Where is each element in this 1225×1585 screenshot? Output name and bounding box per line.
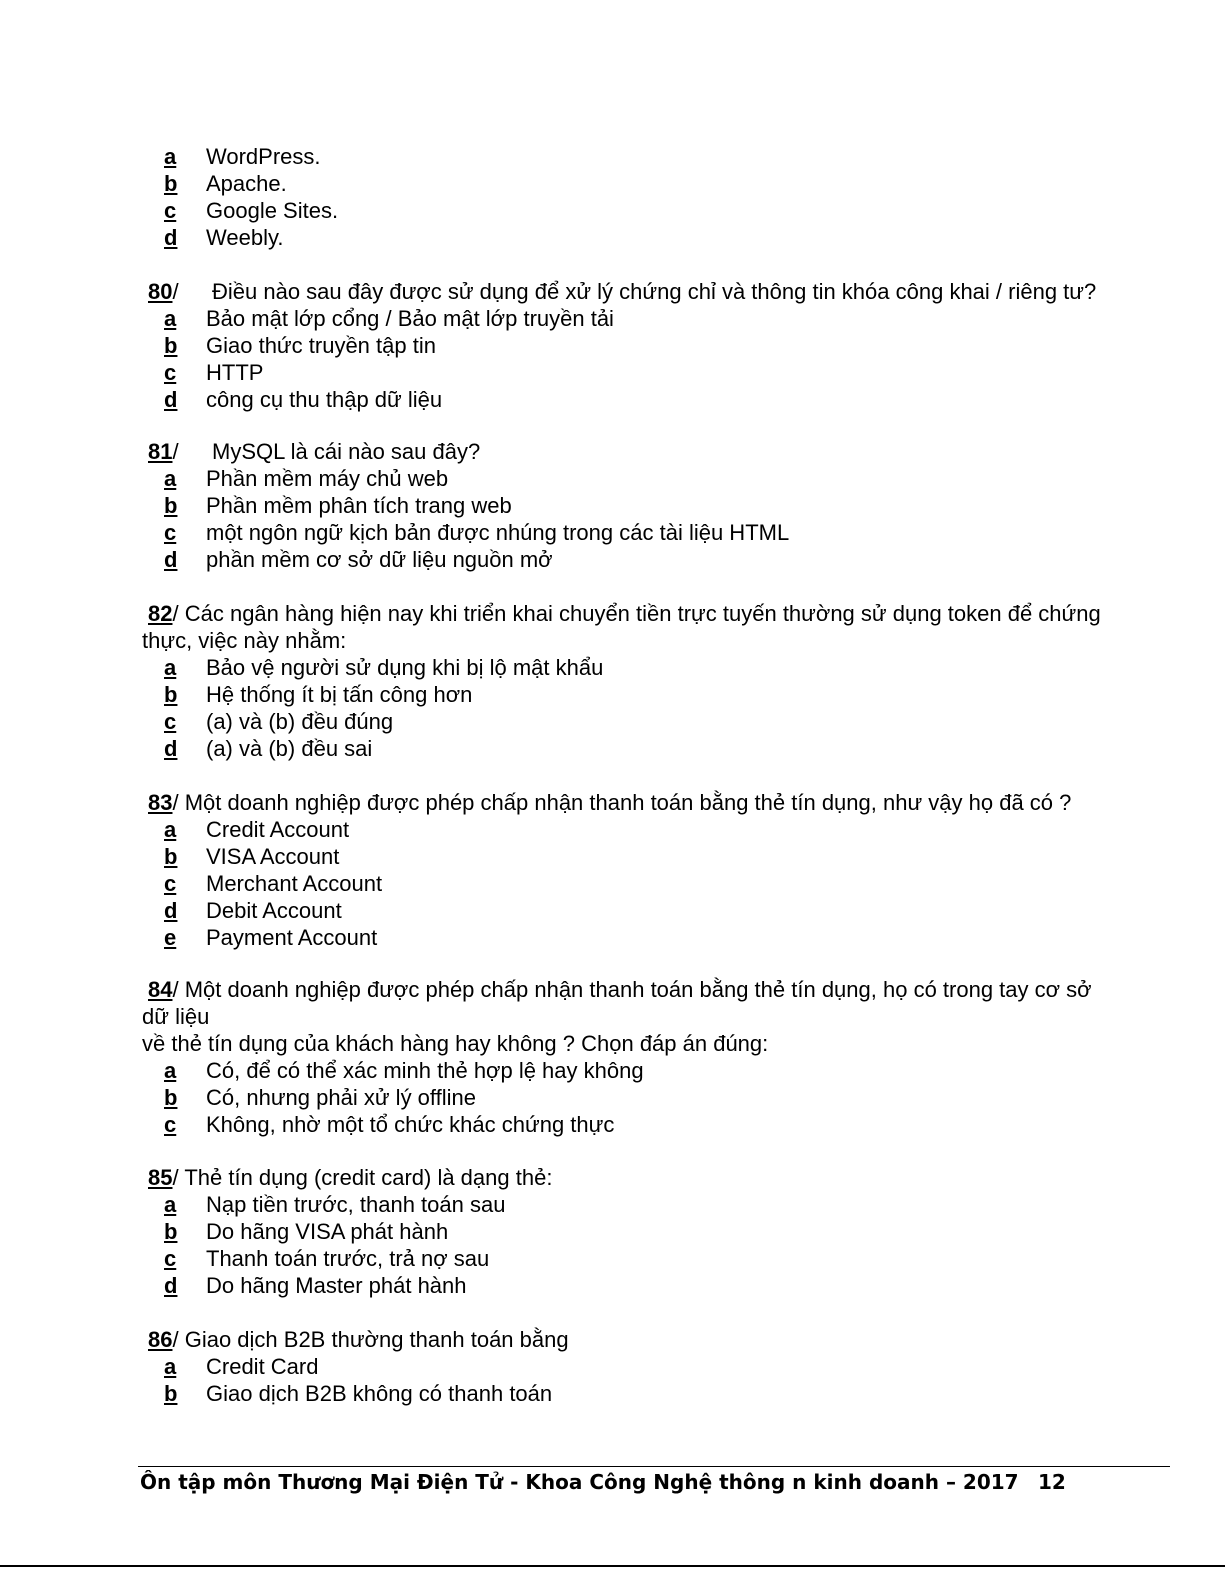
question-80-title: 80/ Điều nào sau đây được sử dụng để xử lý chứng chỉ và thông tin khóa công khai / riêng tư? [148, 279, 1097, 304]
question-80-number: 80 [148, 279, 173, 304]
option-85-c: c Thanh toán trước, trả nợ sau [164, 1246, 490, 1271]
question-79-options [142, 143, 1172, 251]
option-85-a: a Nạp tiền trước, thanh toán sau [164, 1192, 506, 1217]
option-80-c: c HTTP [164, 360, 264, 385]
option-80-d: d công cụ thu thập dữ liệu [164, 387, 443, 412]
question-82 [142, 600, 1172, 762]
option-81-d: d phần mềm cơ sở dữ liệu nguồn mở [164, 547, 553, 572]
question-83-text: Một doanh nghiệp được phép chấp nhận thanh toán bằng thẻ tín dụng, như vậy họ đã có ? [178, 790, 1072, 815]
option-83-e: e Payment Account [164, 925, 378, 950]
page-bottom-border [0, 1565, 1225, 1567]
footer-title: Ôn tập môn Thương Mại Điện Tử - Khoa Công Nghệ thông n kinh doanh – 2017 [140, 1470, 1019, 1494]
question-84-title: 84/ Một doanh nghiệp được phép chấp nhận thanh toán bằng thẻ tín dụng, họ có trong tay cơ sở [142, 976, 1172, 1003]
option-85-b: b Do hãng VISA phát hành [164, 1219, 449, 1244]
question-84-text-cont-2: về thẻ tín dụng của khách hàng hay không ? Chọn đáp án đúng: [142, 1031, 769, 1056]
question-81-text: MySQL là cái nào sau đây? [212, 439, 481, 464]
question-86-number: 86 [148, 1327, 173, 1352]
question-82-text: Các ngân hàng hiện nay khi triển khai chuyển tiền trực tuyến thường sử dụng token để chứng [178, 601, 1101, 626]
question-86 [142, 1326, 1172, 1407]
question-81-number: 81 [148, 439, 173, 464]
question-82-title: 82/ Các ngân hàng hiện nay khi triển khai chuyển tiền trực tuyến thường sử dụng token để chứng [142, 600, 1172, 627]
question-83 [142, 789, 1172, 951]
question-81-title: 81/ MySQL là cái nào sau đây? [148, 439, 481, 464]
question-84-text: Một doanh nghiệp được phép chấp nhận thanh toán bằng thẻ tín dụng, họ có trong tay cơ sở [178, 977, 1092, 1002]
question-85-title: 85/ Thẻ tín dụng (credit card) là dạng thẻ: [142, 1164, 1172, 1191]
option-84-c: c Không, nhờ một tổ chức khác chứng thực [164, 1112, 615, 1137]
option-86-a: a Credit Card [164, 1354, 319, 1379]
question-84 [142, 976, 1172, 1138]
question-86-title: 86/ Giao dịch B2B thường thanh toán bằng [142, 1326, 1172, 1353]
option-82-c: c (a) và (b) đều đúng [164, 709, 394, 734]
question-81 [142, 438, 1172, 573]
option-83-a: a Credit Account [164, 817, 350, 842]
option-81-a: a Phần mềm máy chủ web [164, 466, 449, 491]
question-80-text: Điều nào sau đây được sử dụng để xử lý chứng chỉ và thông tin khóa công khai / riêng tư? [212, 279, 1097, 304]
footer-divider [138, 1466, 1170, 1467]
option-82-a: a Bảo vệ người sử dụng khi bị lộ mật khẩu [164, 655, 604, 680]
question-82-text-cont: thực, việc này nhằm: [142, 628, 347, 653]
question-84-text-cont: dữ liệu [142, 1004, 210, 1029]
option-83-d: d Debit Account [164, 898, 342, 923]
option-83-b: b VISA Account [164, 844, 340, 869]
question-85 [142, 1164, 1172, 1299]
option-81-b: b Phần mềm phân tích trang web [164, 493, 512, 518]
question-84-number: 84 [148, 977, 173, 1002]
option-79-b: b Apache. [164, 171, 287, 196]
option-86-b: b Giao dịch B2B không có thanh toán [164, 1381, 553, 1406]
option-81-c: c một ngôn ngữ kịch bản được nhúng trong các tài liệu HTML [164, 520, 790, 545]
option-79-c: c Google Sites. [164, 198, 339, 223]
question-80 [142, 278, 1172, 413]
question-85-text: Thẻ tín dụng (credit card) là dạng thẻ: [178, 1165, 553, 1190]
option-83-c: c Merchant Account [164, 871, 383, 896]
page-number: 12 [1038, 1470, 1066, 1494]
option-79-d: d Weebly. [164, 225, 284, 250]
option-80-b: b Giao thức truyền tập tin [164, 333, 436, 358]
option-82-d: d (a) và (b) đều sai [164, 736, 373, 761]
question-83-title: 83/ Một doanh nghiệp được phép chấp nhận thanh toán bằng thẻ tín dụng, như vậy họ đã có ? [142, 789, 1172, 816]
question-86-text: Giao dịch B2B thường thanh toán bằng [178, 1327, 569, 1352]
option-79-a: a WordPress. [164, 144, 321, 169]
option-84-b: b Có, nhưng phải xử lý offline [164, 1085, 476, 1110]
question-85-number: 85 [148, 1165, 173, 1190]
option-84-a: a Có, để có thể xác minh thẻ hợp lệ hay không [164, 1058, 644, 1083]
option-80-a: a Bảo mật lớp cổng / Bảo mật lớp truyền tải [164, 306, 614, 331]
option-82-b: b Hệ thống ít bị tấn công hơn [164, 682, 473, 707]
question-83-number: 83 [148, 790, 173, 815]
option-85-d: d Do hãng Master phát hành [164, 1273, 467, 1298]
page-footer [140, 1468, 1170, 1496]
question-82-number: 82 [148, 601, 173, 626]
